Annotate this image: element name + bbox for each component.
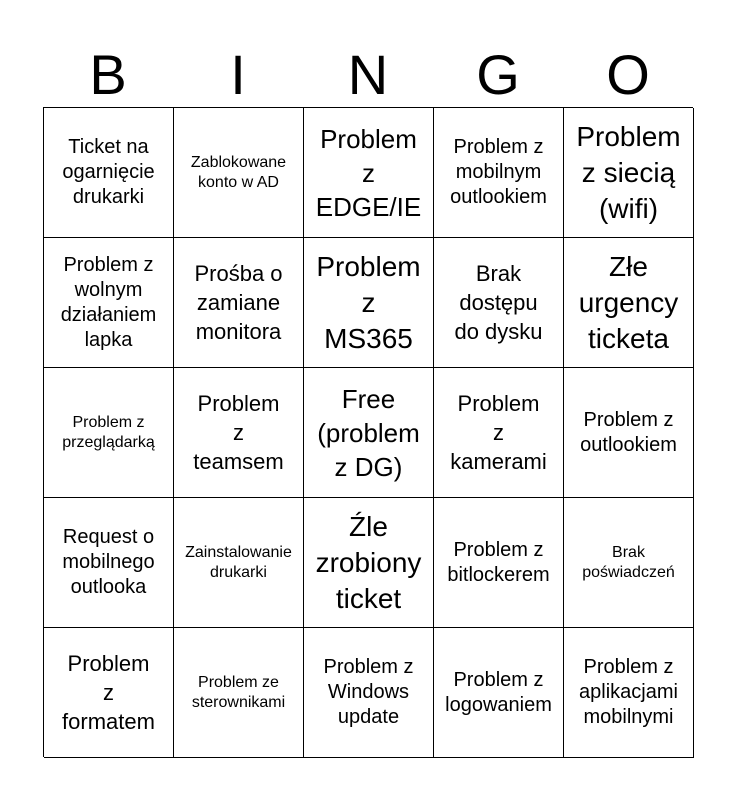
bingo-cell[interactable] (564, 368, 694, 498)
bingo-cell[interactable] (564, 628, 694, 758)
cell-text: Problem z Windows update (323, 656, 414, 728)
bingo-cell[interactable] (44, 368, 174, 498)
cell-text: Złe urgency ticketa (578, 250, 679, 354)
bingo-cell[interactable] (174, 108, 304, 238)
bingo-cell[interactable] (434, 238, 564, 368)
bingo-cell[interactable] (174, 368, 304, 498)
bingo-cell[interactable] (44, 628, 174, 758)
header-letter-g: G (476, 43, 520, 106)
bingo-cell[interactable] (564, 108, 694, 238)
cell-text: Problem z outlookiem (580, 408, 677, 456)
cell-text: Zainstalowanie drukarki (185, 543, 292, 581)
cell-text: Problem z siecią (wifi) (576, 120, 681, 224)
header-letter-i: I (230, 43, 246, 106)
bingo-cell[interactable] (434, 498, 564, 628)
bingo-header (43, 44, 693, 106)
bingo-cell[interactable] (434, 108, 564, 238)
bingo-cell[interactable] (434, 368, 564, 498)
bingo-cell[interactable] (304, 498, 434, 628)
bingo-cell[interactable] (304, 108, 434, 238)
cell-text: Brak poświadczeń (582, 543, 675, 581)
cell-text: Problem z teamsem (193, 391, 284, 474)
cell-text: Problem z przeglądarką (62, 413, 155, 451)
bingo-cell[interactable] (564, 238, 694, 368)
cell-text: Problem z EDGE/IE (315, 123, 422, 222)
header-letter-o: O (606, 43, 650, 106)
bingo-cell[interactable] (44, 498, 174, 628)
bingo-cell[interactable] (44, 238, 174, 368)
cell-text: Problem z formatem (62, 651, 155, 734)
bingo-cell-free[interactable] (304, 368, 434, 498)
bingo-board (43, 107, 693, 757)
header-letter-b: B (89, 43, 127, 106)
bingo-cell[interactable] (304, 628, 434, 758)
cell-text: Prośba o zamiane monitora (194, 261, 283, 344)
cell-text: Problem z logowaniem (445, 668, 552, 716)
cell-text: Free (problem z DG) (317, 383, 420, 482)
header-letter-n: N (347, 43, 389, 106)
cell-text: Problem z kamerami (450, 391, 547, 474)
bingo-cell[interactable] (434, 628, 564, 758)
cell-text: Brak dostępu do dysku (454, 261, 543, 344)
cell-text: Problem ze sterownikami (191, 673, 286, 711)
cell-text: Problem z wolnym działaniem lapka (60, 253, 157, 351)
bingo-cell[interactable] (174, 498, 304, 628)
cell-text: Request o mobilnego outlooka (62, 526, 155, 598)
cell-text: Zablokowane konto w AD (190, 153, 287, 191)
bingo-cell[interactable] (174, 628, 304, 758)
cell-text: Źle zrobiony ticket (315, 510, 422, 614)
cell-text: Ticket na ogarnięcie drukarki (62, 136, 155, 208)
cell-text: Problem z mobilnym outlookiem (450, 136, 547, 208)
bingo-cell[interactable] (304, 238, 434, 368)
cell-text: Problem z MS365 (316, 250, 421, 354)
bingo-cell[interactable] (174, 238, 304, 368)
cell-text: Problem z bitlockerem (447, 538, 550, 586)
bingo-cell[interactable] (564, 498, 694, 628)
bingo-cell[interactable] (44, 108, 174, 238)
cell-text: Problem z aplikacjami mobilnymi (579, 656, 678, 728)
